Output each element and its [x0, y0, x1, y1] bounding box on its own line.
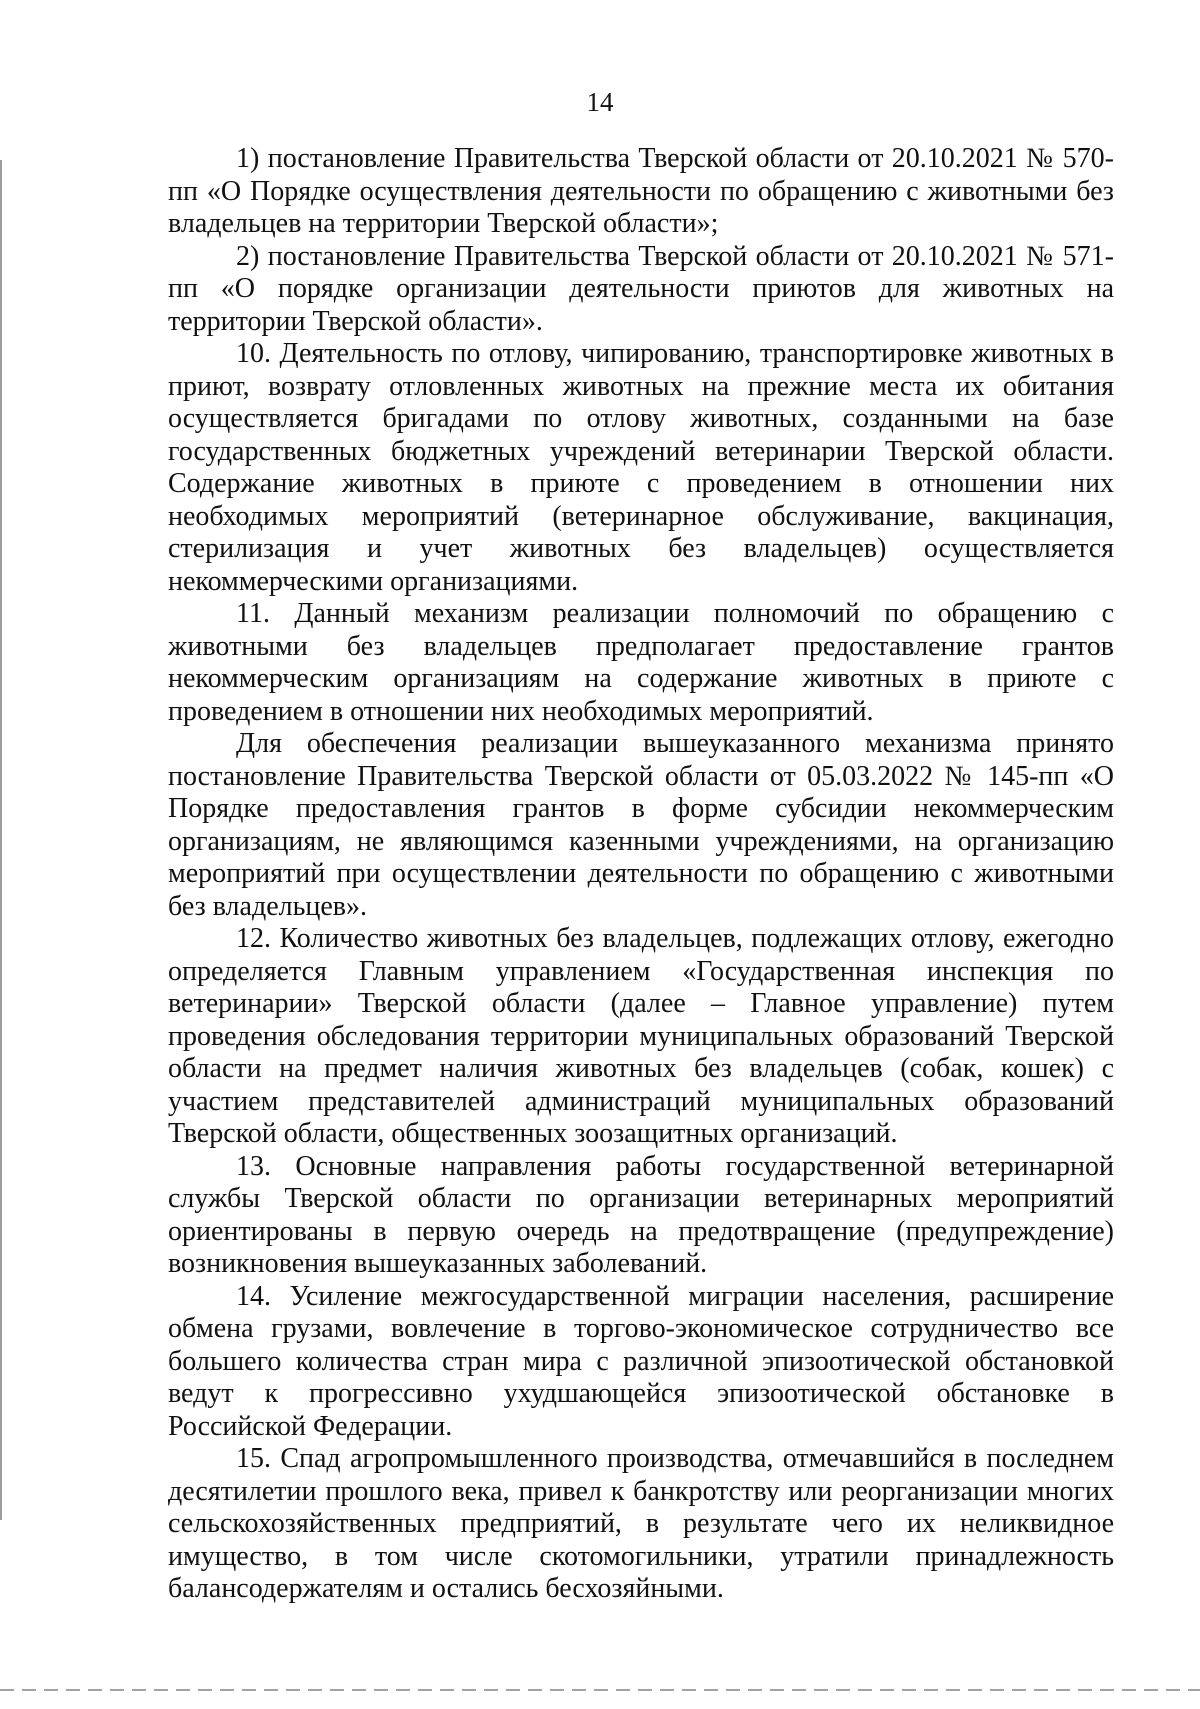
paragraph-12: 12. Количество животных без владельцев, подлежащих отлову, ежегодно определяется Главным управлением «Государственная инспекция по ветеринарии» Тверской области (далее – Главное управление) путем проведения обследования территории муниципальных образований Тверской области на предмет наличия животных без владельцев (собак, кошек) с участием представителей администраций муниципальных образований Тверской области, общественных зоозащитных организаций.: [168, 923, 1114, 1149]
paragraph-item-1: 1) постановление Правительства Тверской области от 20.10.2021 № 570-пп «О Порядке осуществления деятельности по обращению с животными без владельцев на территории Тверской области»;: [168, 143, 1114, 239]
document-body: [168, 143, 1114, 1606]
page-number: 14: [586, 87, 614, 117]
paragraph-14: 14. Усиление межгосударственной миграции населения, расширение обмена грузами, вовлечение в торгово-экономическое сотрудничество все большего количества стран мира с различной эпизоотической обстановкой ведут к прогрессивно ухудшающейся эпизоотической обстановке в Российской Федерации.: [168, 1280, 1114, 1442]
paragraph-15: 15. Спад агропромышленного производства, отмечавшийся в последнем десятилетии прошлого века, привел к банкротству или реорганизации многих сельскохозяйственных предприятий, в результате чего их неликвидное имущество, в том числе скотомогильники, утратили принадлежность балансодержателям и остались бесхозяйными.: [168, 1443, 1114, 1604]
paragraph-11-continuation: Для обеспечения реализации вышеуказанного механизма принято постановление Правительства Тверской области от 05.03.2022 № 145-пп «О Порядке предоставления грантов в форме субсидии некоммерческим организациям, не являющимся казенными учреждениями, на организацию мероприятий при осуществлении деятельности по обращению с животными без владельцев».: [168, 728, 1114, 922]
scan-edge-left: [0, 160, 2, 1520]
paragraph-item-2: 2) постановление Правительства Тверской области от 20.10.2021 № 571-пп «О порядке организации деятельности приютов для животных на территории Тверской области».: [168, 240, 1114, 337]
paragraph-13: 13. Основные направления работы государственной ветеринарной службы Тверской области по организации ветеринарных мероприятий ориентированы в первую очередь на предотвращение (предупреждение) возникновения вышеуказанных заболеваний.: [168, 1150, 1114, 1279]
paragraph-10: 10. Деятельность по отлову, чипированию, транспортировке животных в приют, возврату отловленных животных на прежние места их обитания осуществляется бригадами по отлову животных, созданными на базе государственных бюджетных учреждений ветеринарии Тверской области. Содержание животных в приюте с проведением в отношении них необходимых мероприятий (ветеринарное обслуживание, вакцинация, стерилизация и учет животных без владельцев) осуществляется некоммерческими организациями.: [168, 338, 1114, 597]
scan-edge-bottom: [0, 1689, 1200, 1691]
paragraph-11: 11. Данный механизм реализации полномочий по обращению с животными без владельцев предполагает предоставление грантов некоммерческим организациям на содержание животных в приюте с проведением в отношении них необходимых мероприятий.: [168, 598, 1114, 727]
